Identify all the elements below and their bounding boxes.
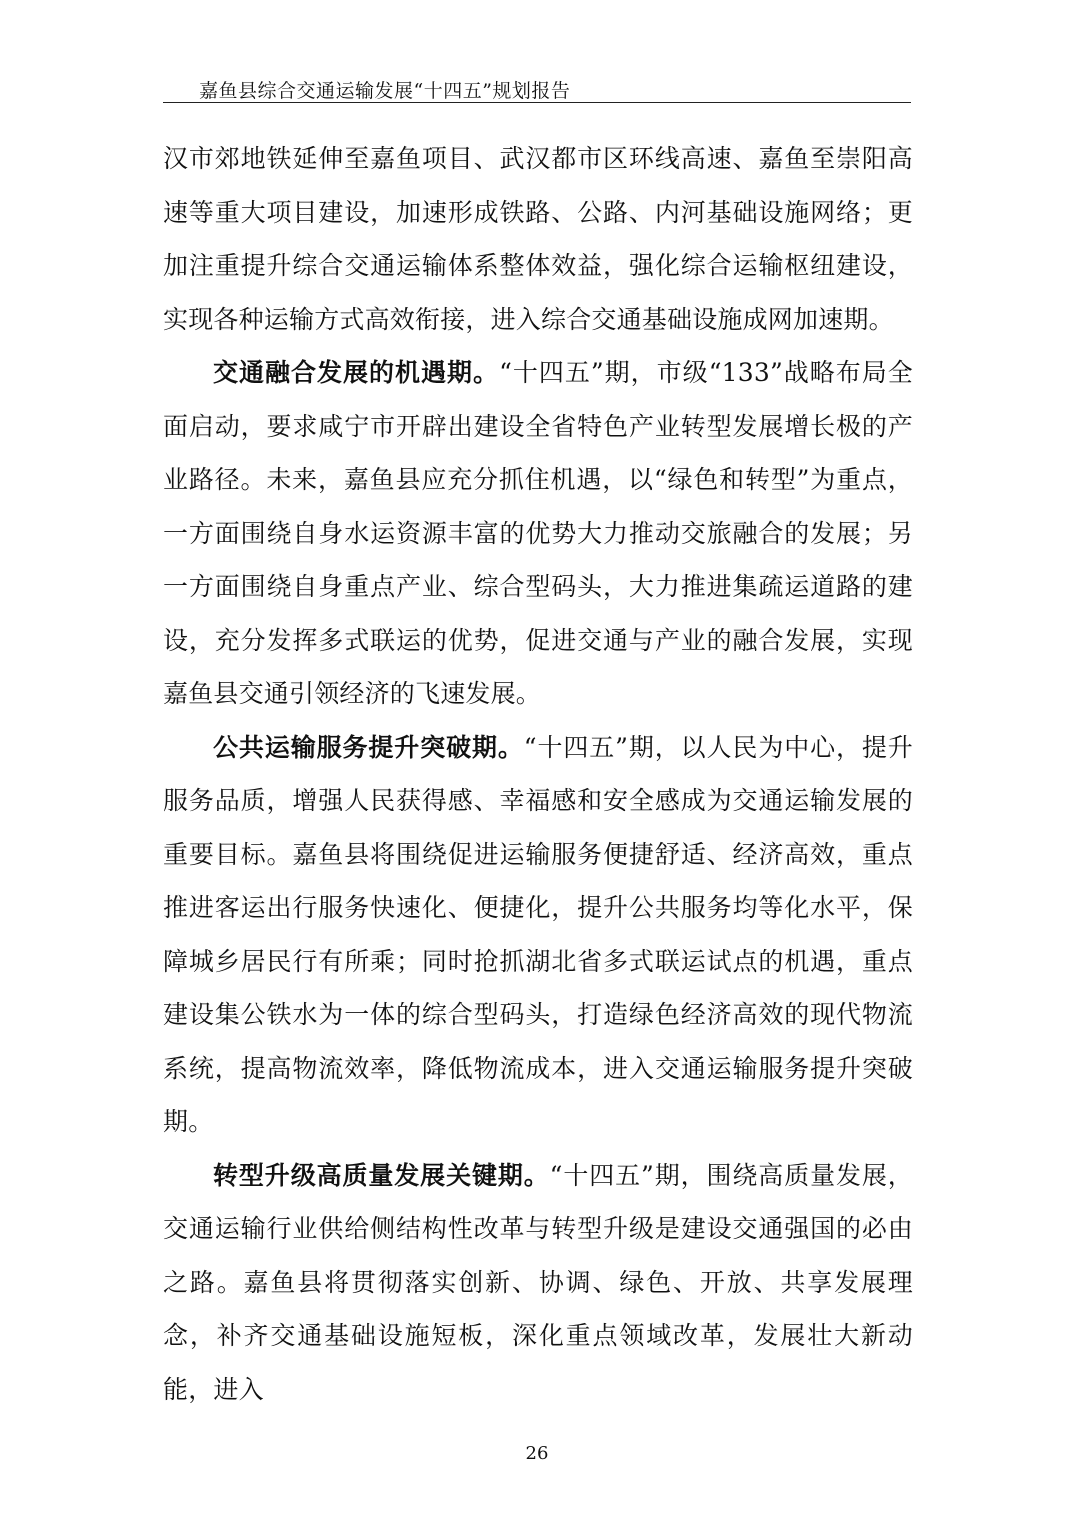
paragraph-lead: 公共运输服务提升突破期。 — [213, 732, 524, 762]
paragraph-lead: 转型升级高质量发展关键期。 — [213, 1160, 550, 1190]
paragraph-text: “十四五”期，以人民为中心，提升服务品质，增强人民获得感、幸福感和安全感成为交通运输发展的重要目标。嘉鱼县将围绕促进运输服务便捷舒适、经济高效，重点推进客运出行服务快速化、便捷化，提升公共服务均等化水平，保障城乡居民行有所乘；同时抢抓湖北省多式联运试点的机遇，重点建设集公铁水为一体的综合型码头，打造绿色经济高效的现代物流系统，提高物流效率，降低物流成本，进入交通运输服务提升突破期。 — [163, 732, 914, 1136]
body-text — [163, 132, 913, 1416]
page-number: 26 — [525, 1443, 549, 1464]
paragraph-continuation — [163, 132, 913, 346]
page-header — [163, 74, 911, 103]
paragraph-text: 汉市郊地铁延伸至嘉鱼项目、武汉都市区环线高速、嘉鱼至崇阳高速等重大项目建设，加速形成铁路、公路、内河基础设施网络；更加注重提升综合交通运输体系整体效益，强化综合运输枢纽建设，实现各种运输方式高效衔接，进入综合交通基础设施成网加速期。 — [163, 144, 913, 334]
paragraph-text: “十四五”期，围绕高质量发展，交通运输行业供给侧结构性改革与转型升级是建设交通强国的必由之路。嘉鱼县将贯彻落实创新、协调、绿色、开放、共享发展理念，补齐交通基础设施短板，深化重点领域改革，发展壮大新动能，进入 — [163, 1160, 913, 1404]
paragraph-service-breakthrough — [163, 721, 913, 1149]
document-title: 嘉鱼县综合交通运输发展“十四五”规划报告 — [199, 80, 571, 102]
paragraph-text: “十四五”期，市级“133”战略布局全面启动，要求咸宁市开辟出建设全省特色产业转型发展增长极的产业路径。未来，嘉鱼县应充分抓住机遇，以“绿色和转型”为重点，一方面围绕自身水运资源丰富的优势大力推动交旅融合的发展；另一方面围绕自身重点产业、综合型码头，大力推进集疏运道路的建设，充分发挥多式联运的优势，促进交通与产业的融合发展，实现嘉鱼县交通引领经济的飞速发展。 — [163, 358, 913, 708]
paragraph-opportunity-period — [163, 346, 913, 721]
paragraph-transformation-period — [163, 1149, 913, 1417]
paragraph-lead: 交通融合发展的机遇期。 — [213, 358, 500, 387]
